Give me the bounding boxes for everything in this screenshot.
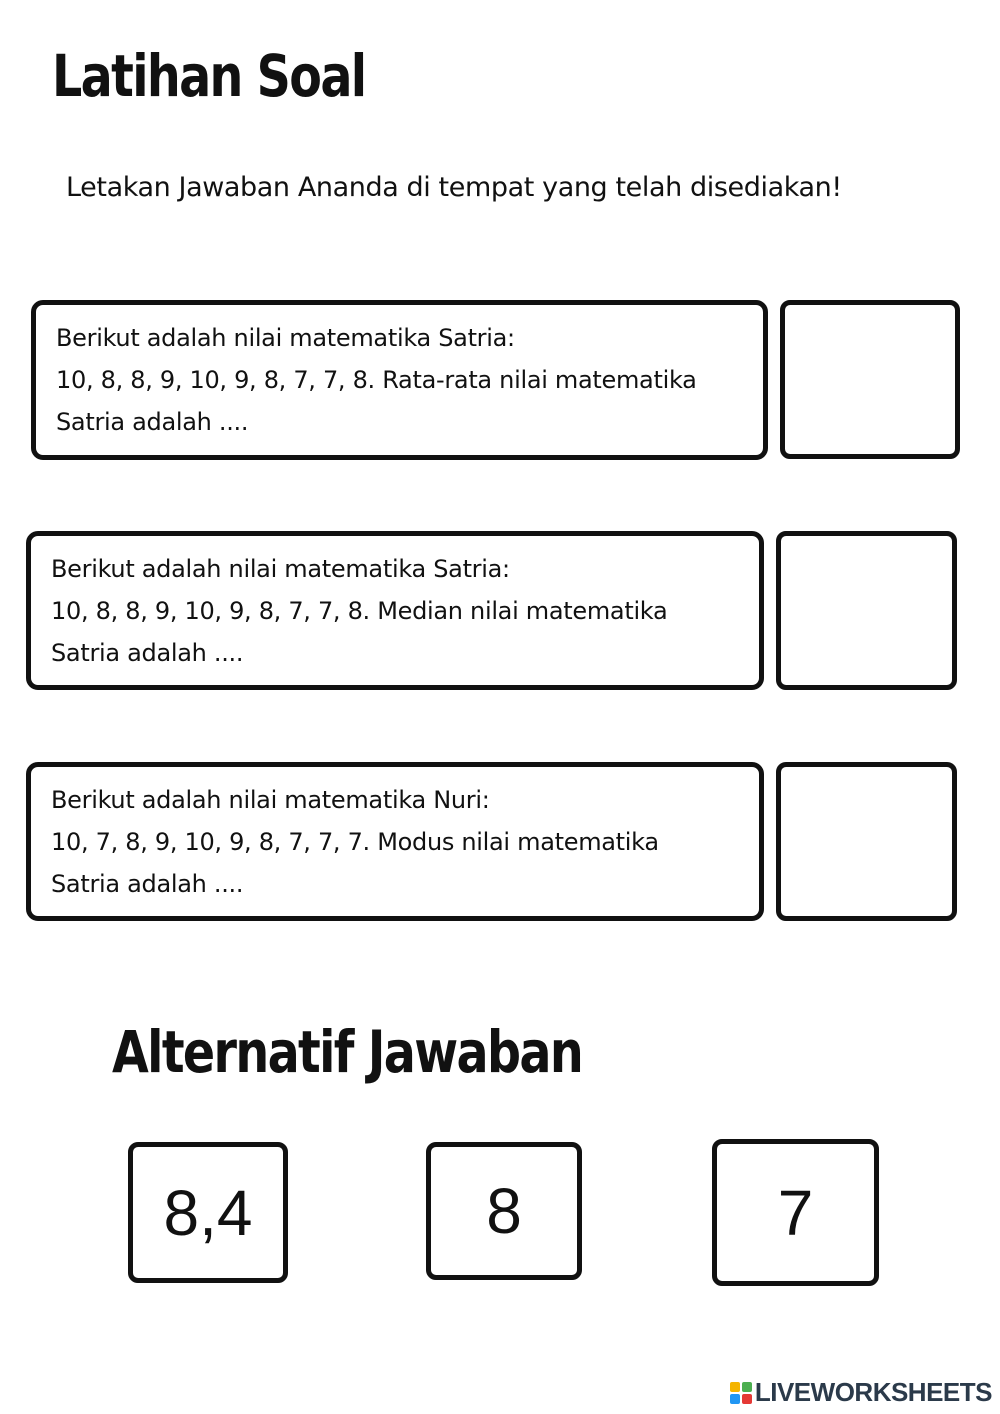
logo-square-2: [742, 1382, 752, 1392]
answer-drop-zone-3[interactable]: [776, 762, 957, 921]
logo-square-4: [742, 1394, 752, 1404]
question-1-line-1: Berikut adalah nilai matematika Satria:: [56, 324, 515, 352]
question-3-line-2: 10, 7, 8, 9, 10, 9, 8, 7, 7, 7. Modus nilai matematika: [51, 828, 659, 856]
question-1-line-3: Satria adalah ....: [56, 408, 249, 436]
question-1-line-2: 10, 8, 8, 9, 10, 9, 8, 7, 7, 8. Rata-rata nilai matematika: [56, 366, 697, 394]
logo-square-1: [730, 1382, 740, 1392]
page-title: Latihan Soal: [52, 42, 366, 110]
answer-drop-zone-1[interactable]: [780, 300, 960, 459]
liveworksheets-logo: [730, 1377, 992, 1408]
instruction-text: Letakan Jawaban Ananda di tempat yang telah disediakan!: [66, 172, 842, 203]
question-2-line-2: 10, 8, 8, 9, 10, 9, 8, 7, 7, 8. Median nilai matematika: [51, 597, 668, 625]
answer-option-8-4[interactable]: 8,4: [128, 1142, 288, 1283]
alternatives-title: Alternatif Jawaban: [112, 1018, 583, 1086]
question-box-3: [26, 762, 764, 921]
answer-option-8[interactable]: 8: [426, 1142, 582, 1280]
answer-option-7[interactable]: 7: [712, 1139, 879, 1286]
question-box-2: [26, 531, 764, 690]
question-box-1: [31, 300, 768, 460]
question-3-line-3: Satria adalah ....: [51, 870, 244, 898]
logo-square-3: [730, 1394, 740, 1404]
logo-grid-icon: [730, 1382, 752, 1404]
question-2-line-1: Berikut adalah nilai matematika Satria:: [51, 555, 510, 583]
question-3-line-1: Berikut adalah nilai matematika Nuri:: [51, 786, 490, 814]
question-2-line-3: Satria adalah ....: [51, 639, 244, 667]
answer-drop-zone-2[interactable]: [776, 531, 957, 690]
brand-name: LIVEWORKSHEETS: [754, 1377, 992, 1407]
